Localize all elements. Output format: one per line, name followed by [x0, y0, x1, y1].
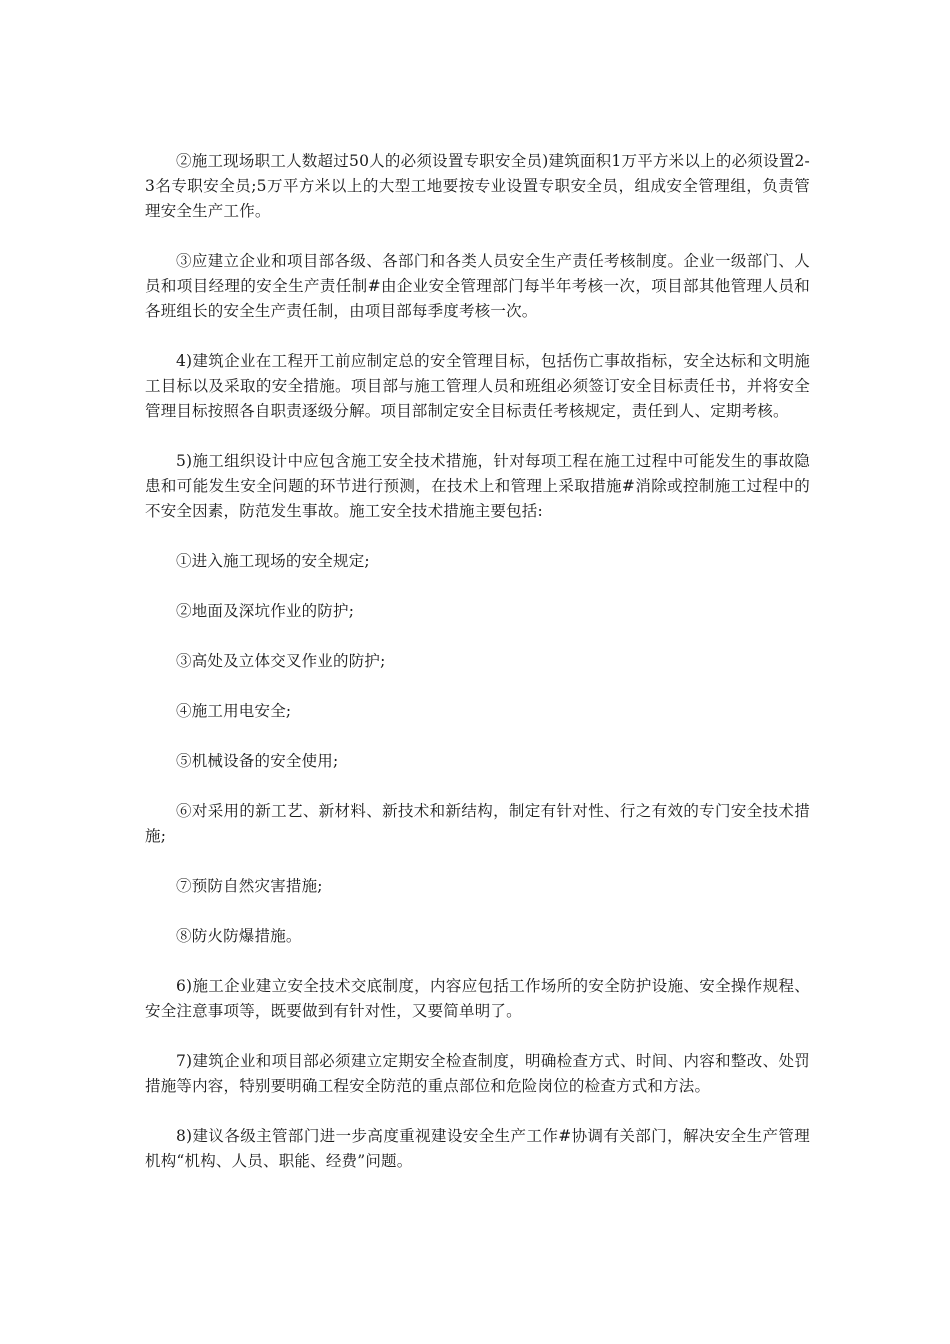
- list-item-new-technology-measures: ⑥对采用的新工艺、新材料、新技术和新结构，制定有针对性、行之有效的专门安全技术措施;: [145, 802, 810, 845]
- list-item-natural-disaster-prevention: ⑦预防自然灾害措施;: [176, 877, 323, 895]
- list-item-ground-pit-protection: ②地面及深坑作业的防护;: [176, 602, 355, 620]
- paragraph-responsibility-assessment: ③应建立企业和项目部各级、各部门和各类人员安全生产责任考核制度。企业一级部门、人员和项目经理的安全生产责任制#由企业安全管理部门每半年考核一次，项目部其他管理人员和各班组长的安全生产责任制，由项目部每季度考核一次。: [145, 252, 810, 320]
- list-item-site-safety-rules: ①进入施工现场的安全规定;: [176, 552, 370, 570]
- list-item-machinery-safety: ⑤机械设备的安全使用;: [176, 752, 339, 770]
- document-page: [145, 149, 810, 1199]
- list-item-height-work-protection: ③高处及立体交叉作业的防护;: [176, 652, 386, 670]
- paragraph-technical-briefing: 6)施工企业建立安全技术交底制度，内容应包括工作场所的安全防护设施、安全操作规程、安全注意事项等，既要做到有针对性，又要简单明了。: [145, 977, 810, 1020]
- paragraph-regular-inspection: 7)建筑企业和项目部必须建立定期安全检查制度，明确检查方式、时间、内容和整改、处罚措施等内容，特别要明确工程安全防范的重点部位和危险岗位的检查方式和方法。: [145, 1052, 810, 1095]
- list-item-fire-explosion-prevention: ⑧防火防爆措施。: [176, 927, 302, 945]
- list-item-electrical-safety: ④施工用电安全;: [176, 702, 292, 720]
- paragraph-safety-officer-staffing: ②施工现场职工人数超过50人的必须设置专职安全员)建筑面积1万平方米以上的必须设置2-3名专职安全员;5万平方米以上的大型工地要按专业设置专职安全员，组成安全管理组，负责管理安全生产工作。: [145, 152, 810, 220]
- paragraph-construction-safety-measures: 5)施工组织设计中应包含施工安全技术措施，针对每项工程在施工过程中可能发生的事故隐患和可能发生安全问题的环节进行预测，在技术上和管理上采取措施#消除或控制施工过程中的不安全因素，防范发生事故。施工安全技术措施主要包括:: [145, 452, 810, 520]
- paragraph-safety-management-goals: 4)建筑企业在工程开工前应制定总的安全管理目标，包括伤亡事故指标，安全达标和文明施工目标以及采取的安全措施。项目部与施工管理人员和班组必须签订安全目标责任书，并将安全管理目标按照各自职责逐级分解。项目部制定安全目标责任考核规定，责任到人、定期考核。: [145, 352, 810, 420]
- paragraph-authority-recommendation: 8)建议各级主管部门进一步高度重视建设安全生产工作#协调有关部门，解决安全生产管理机构“机构、人员、职能、经费”问题。: [145, 1127, 810, 1170]
